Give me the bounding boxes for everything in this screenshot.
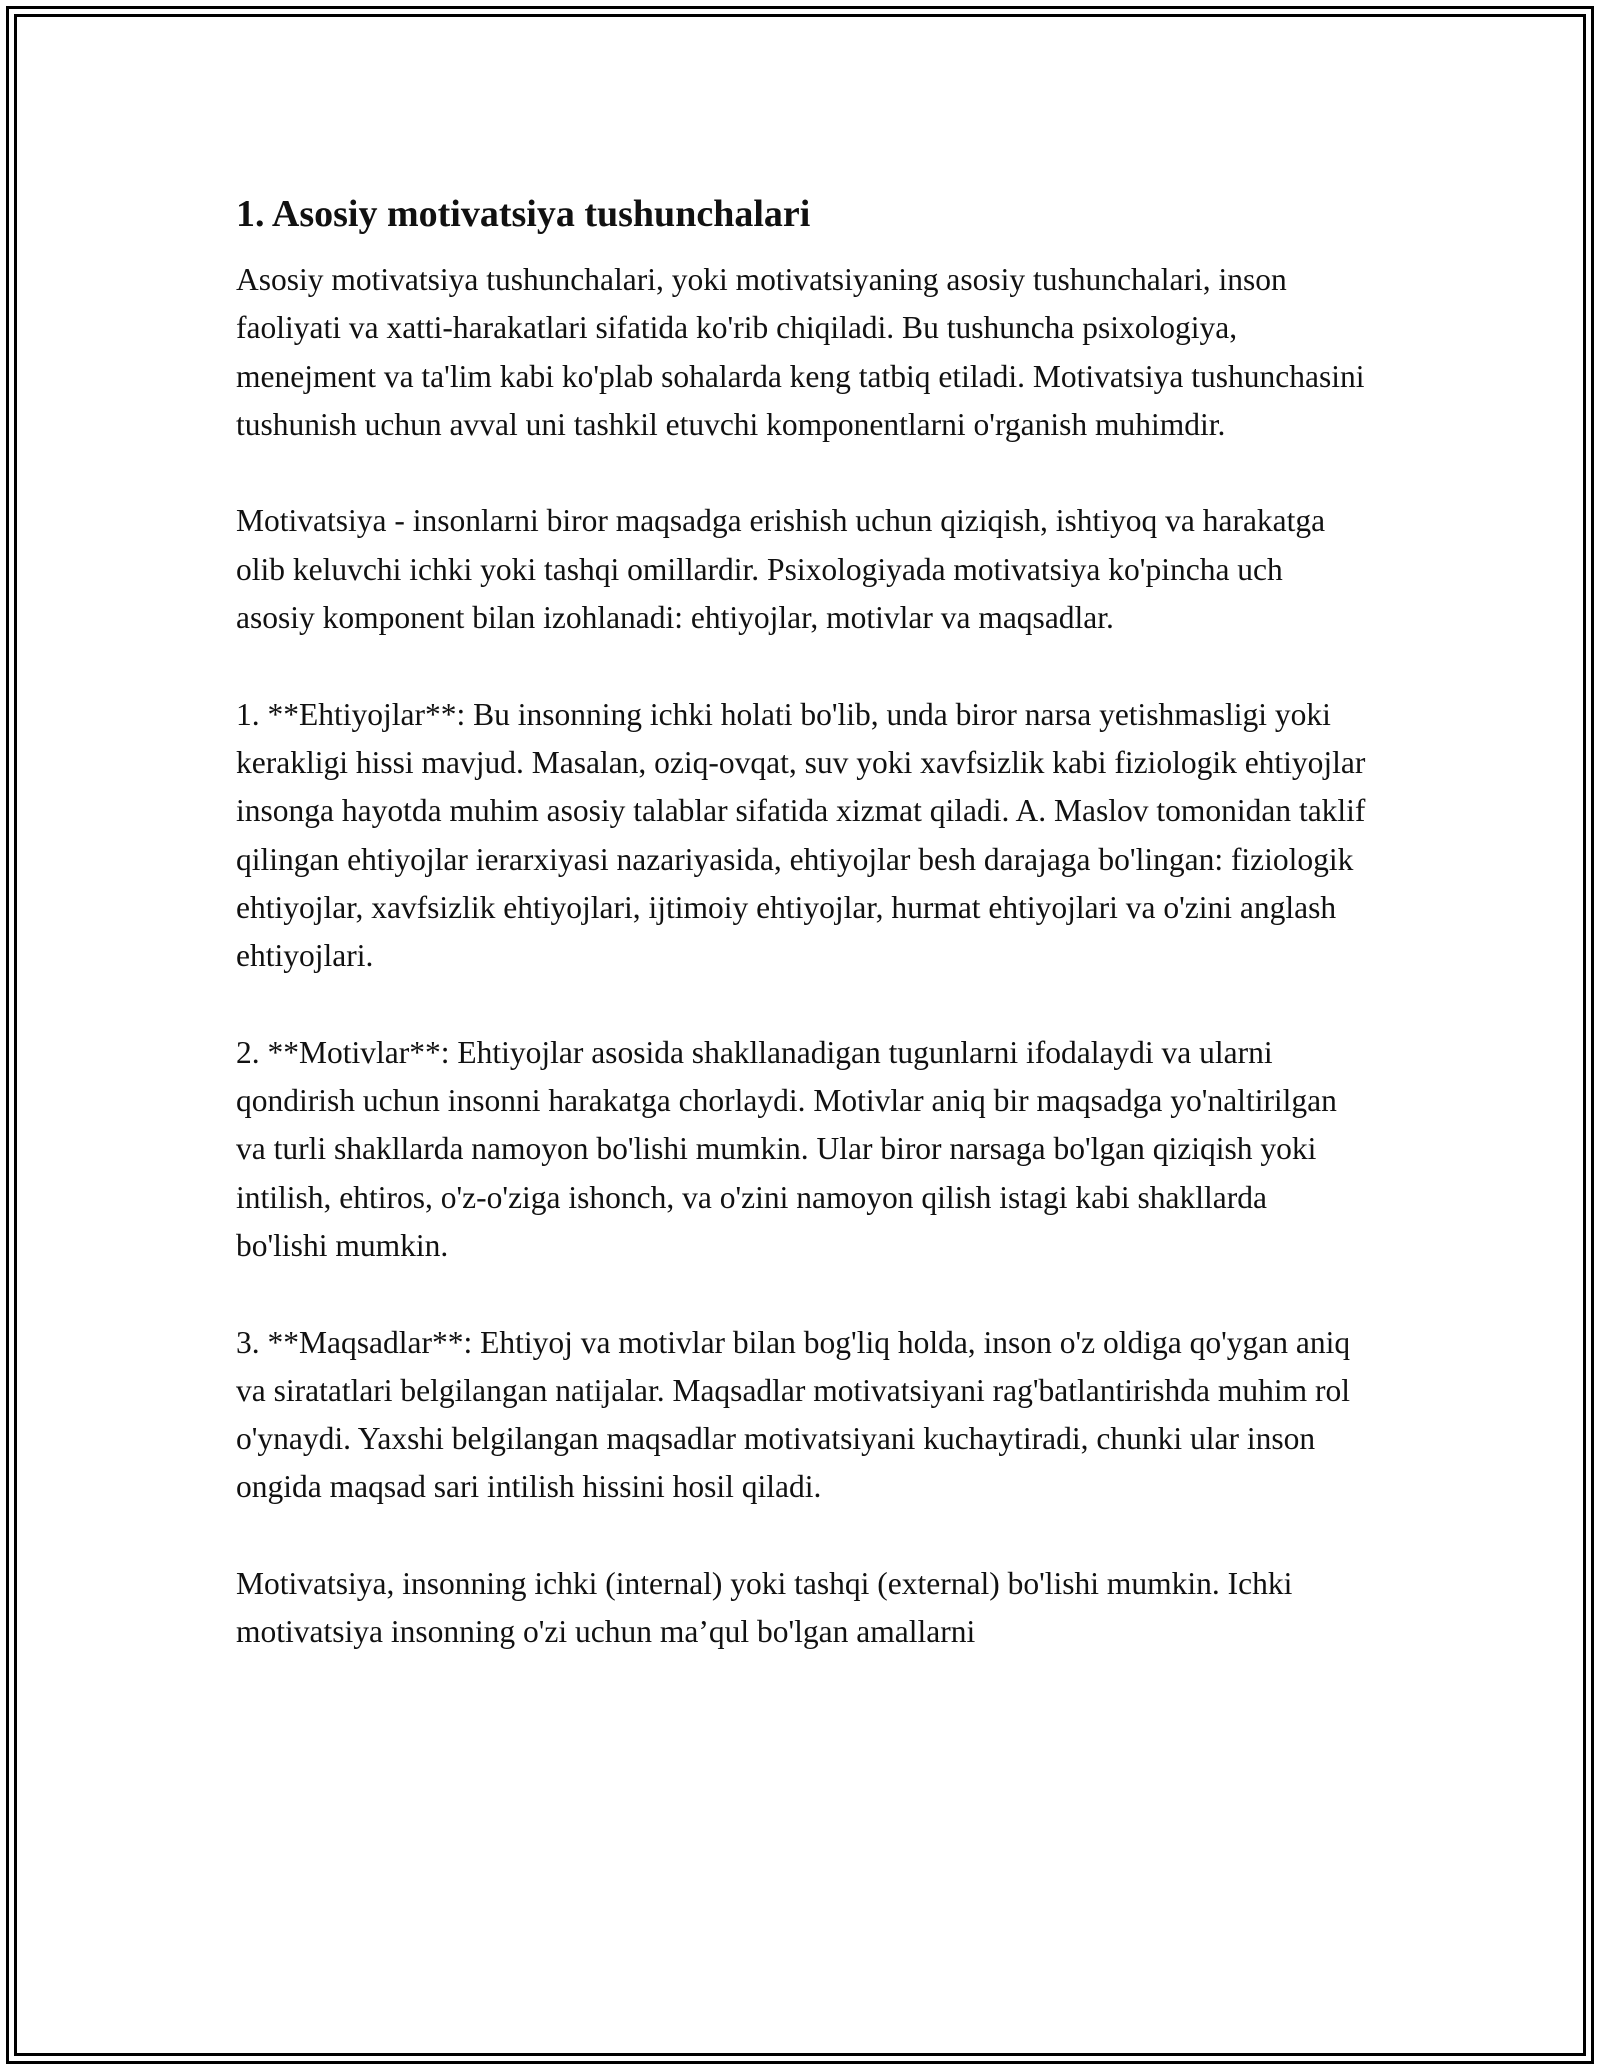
definition-paragraph: Motivatsiya - insonlarni biror maqsadga erishish uchun qiziqish, ishtiyoq va harakatga olib keluvchi ichki yoki tashqi omillardir. Psixologiyada motivatsiya ko'pincha uch asosiy komponent bilan izohlanadi: ehtiyojlar, motivlar va maqsadlar. [236,503,1326,636]
document-body [236,186,1366,1705]
internal-external-paragraph: Motivatsiya, insonning ichki (internal) yoki tashqi (external) bo'lishi mumkin. Ichki motivatsiya insonning o'zi uchun ma’qul bo'lgan amallarni [236,1566,1293,1650]
motives-paragraph: 2. **Motivlar**: Ehtiyojlar asosida shakllanadigan tugunlarni ifodalaydi va ularni qondirish uchun insonni harakatga chorlaydi. Motivlar aniq bir maqsadga yo'naltirilgan va turli shakllarda namoyon bo'lishi mumkin. Ular biror narsaga bo'lgan qiziqish yoki intilish, ehtiros, o'z-o'ziga ishonch, va o'zini namoyon qilish istagi kabi shakllarda bo'lishi mumkin. [236,1034,1337,1263]
document-title: 1. Asosiy motivatsiya tushunchalari [236,193,811,235]
goals-paragraph: 3. **Maqsadlar**: Ehtiyoj va motivlar bilan bog'liq holda, inson o'z oldiga qo'ygan aniq va siratatlari belgilangan natijalar. Maqsadlar motivatsiyani rag'batlantirishda muhim rol o'ynaydi. Yaxshi belgilangan maqsadlar motivatsiyani kuchaytiradi, chunki ular inson ongida maqsad sari intilish hissini hosil qiladi. [236,1324,1351,1505]
intro-paragraph: Asosiy motivatsiya tushunchalari, yoki motivatsiyaning asosiy tushunchalari, inson faoliyati va xatti-harakatlari sifatida ko'rib chiqiladi. Bu tushuncha psixologiya, menejment va ta'lim kabi ko'plab sohalarda keng tatbiq etiladi. Motivatsiya tushunchasini tushunish uchun avval uni tashkil etuvchi komponentlarni o'rganish muhimdir. [236,262,1365,442]
needs-paragraph: 1. **Ehtiyojlar**: Bu insonning ichki holati bo'lib, unda biror narsa yetishmasligi yoki kerakligi hissi mavjud. Masalan, oziq-ovqat, suv yoki xavfsizlik kabi fiziologik ehtiyojlar insonga hayotda muhim asosiy talablar sifatida xizmat qiladi. A. Maslov tomonidan taklif qilingan ehtiyojlar ierarxiyasi nazariyasida, ehtiyojlar besh darajaga bo'lingan: fiziologik ehtiyojlar, xavfsizlik ehtiyojlari, ijtimoiy ehtiyojlar, hurmat ehtiyojlari va o'zini anglash ehtiyojlari. [236,696,1366,974]
